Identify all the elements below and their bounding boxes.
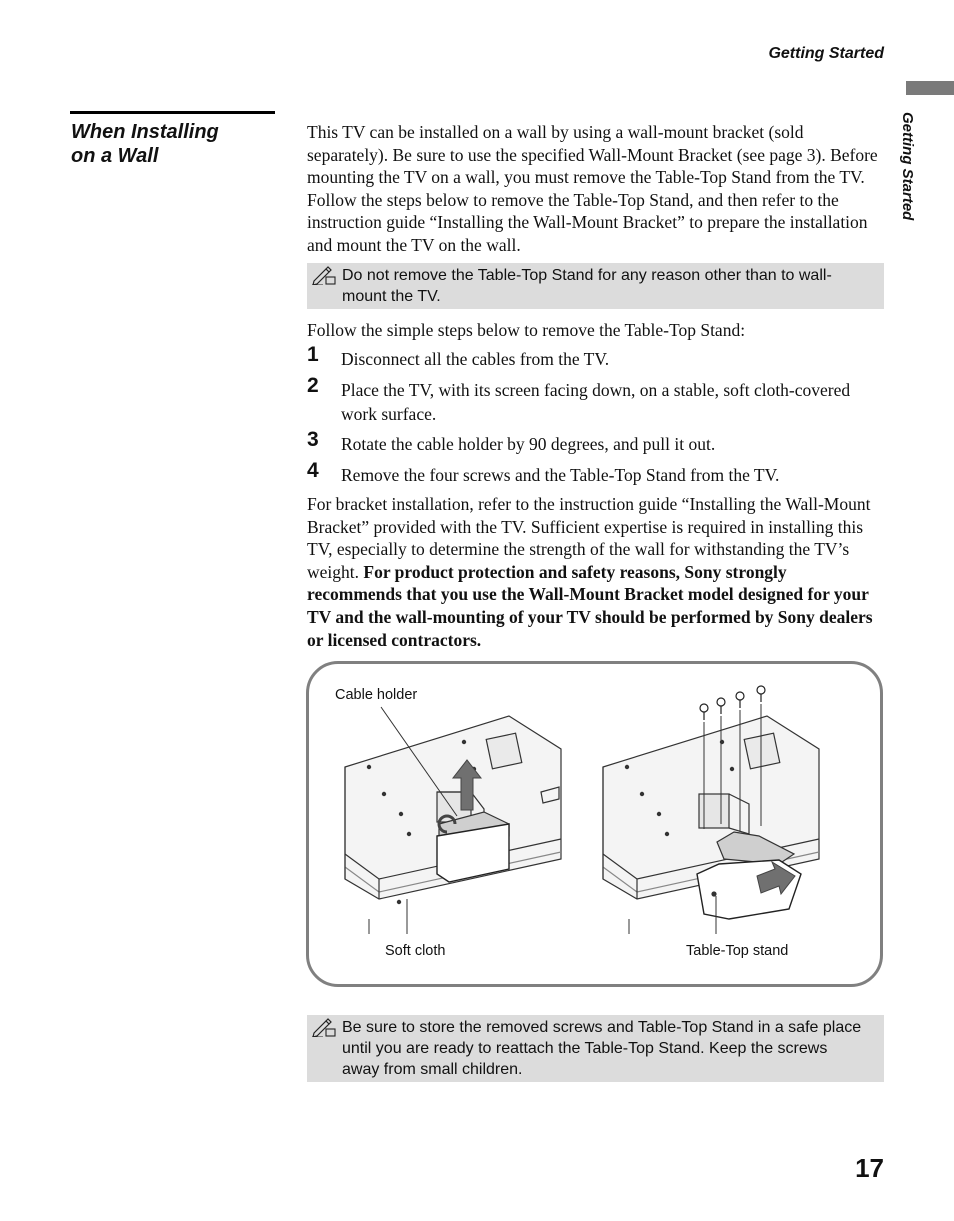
- note-2-text: Be sure to store the removed screws and Table-Top Stand in a safe place until you are ready to reattach the Table-Top Stand. Keep the screws away from small children.: [342, 1019, 862, 1078]
- soft-cloth-label: Soft cloth: [385, 943, 446, 959]
- right-tv-drawing: [603, 716, 819, 919]
- pencil-note-icon: [311, 1017, 337, 1037]
- step-number: 1: [307, 343, 319, 366]
- tv-stand-diagram: [309, 664, 880, 984]
- bracket-paragraph: [307, 493, 883, 651]
- chapter-thumb-tab: [906, 81, 954, 95]
- step-text: Disconnect all the cables from the TV.: [341, 349, 610, 369]
- step-text: Remove the four screws and the Table-Top Stand from the TV.: [341, 465, 780, 485]
- section-title-line2: on a Wall: [71, 145, 159, 167]
- intro-paragraph: This TV can be installed on a wall by using a wall-mount bracket (sold separately). Be sure to use the specified Wall-Mount Bracket (see page 3). Before mounting the TV on a wall, you must remove the Table-Top Stand from the TV. Follow the steps below to remove the Table-Top Stand, and then refer to the instruction guide “Installing the Wall-Mount Bracket” to prepare the installation and mount the TV on the wall.: [307, 122, 878, 255]
- bracket-text: For bracket installation, refer to the instruction guide “Installing the Wall-Mount Bracket” provided with the TV. Sufficient expertise is required in installing this TV, especially to determine the strength of the wall for withstanding the TV’s weight.: [307, 494, 871, 582]
- section-title: [71, 120, 271, 168]
- bracket-bold-text: For product protection and safety reasons, Sony strongly recommends that you use the Wall-Mount Bracket model designed for your TV and the wall-mounting of your TV should be performed by Sony dealers or licensed contractors.: [307, 561, 873, 650]
- step-number: 3: [307, 428, 319, 451]
- side-chapter-label: Getting Started: [899, 112, 916, 221]
- cable-holder-label: Cable holder: [335, 687, 418, 703]
- section-title-line1: When Installing: [71, 121, 219, 143]
- running-head: Getting Started: [768, 45, 884, 62]
- removal-illustration: [306, 661, 883, 987]
- screws: [700, 686, 765, 720]
- note-box-2: [307, 1015, 884, 1082]
- steps-intro: Follow the simple steps below to remove the Table-Top Stand:: [307, 320, 746, 340]
- step-text: Rotate the cable holder by 90 degrees, and pull it out.: [341, 434, 716, 454]
- page-number: 17: [855, 1153, 884, 1183]
- pencil-note-icon: [311, 265, 337, 285]
- step-text: Place the TV, with its screen facing down, on a stable, soft cloth-covered work surface.: [341, 380, 851, 424]
- table-top-stand-label: Table-Top stand: [686, 943, 789, 959]
- note-1-text: Do not remove the Table-Top Stand for any reason other than to wall-mount the TV.: [342, 267, 832, 305]
- note-box-1: [307, 263, 884, 309]
- step-number: 2: [307, 374, 319, 397]
- section-rule: [70, 111, 275, 114]
- step-number: 4: [307, 459, 319, 482]
